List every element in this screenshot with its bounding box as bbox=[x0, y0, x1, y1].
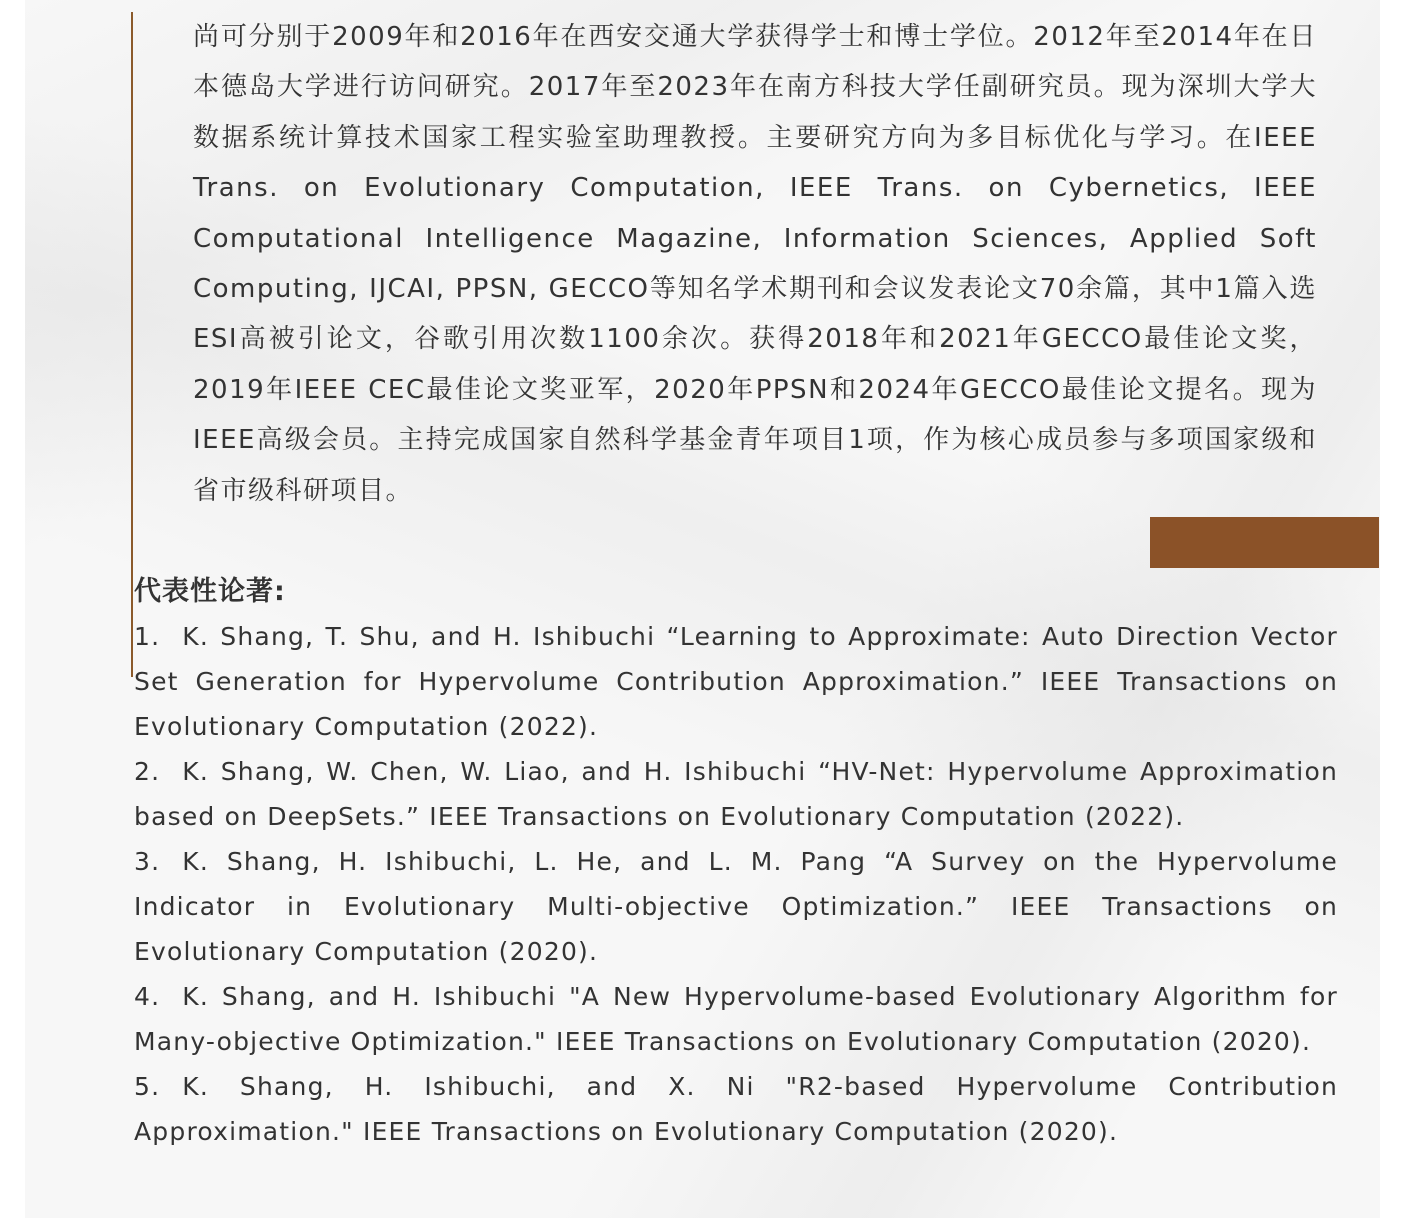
publication-number: 3. bbox=[134, 847, 161, 876]
publication-number: 4. bbox=[134, 982, 161, 1011]
publication-number: 1. bbox=[134, 622, 161, 651]
accent-vertical-line bbox=[131, 12, 133, 677]
publication-number: 2. bbox=[134, 757, 161, 786]
publication-item bbox=[134, 614, 1338, 749]
publications-heading: 代表性论著: bbox=[134, 576, 286, 607]
publication-item bbox=[134, 1064, 1338, 1154]
publication-text: K. Shang, H. Ishibuchi, L. He, and L. M. Pang “A Survey on the Hypervolume Indicator in Evolutionary Multi-objective Optimization.” IEEE Transactions on Evolutionary Computation (2020). bbox=[134, 847, 1338, 966]
accent-bar bbox=[1150, 517, 1379, 568]
publication-item bbox=[134, 749, 1338, 839]
publication-number: 5. bbox=[134, 1072, 161, 1101]
publication-text: K. Shang, W. Chen, W. Liao, and H. Ishibuchi “HV-Net: Hypervolume Approximation based on DeepSets.” IEEE Transactions on Evolutionary Computation (2022). bbox=[134, 757, 1338, 831]
publication-text: K. Shang, and H. Ishibuchi "A New Hypervolume-based Evolutionary Algorithm for Many-objective Optimization." IEEE Transactions on Evolutionary Computation (2020). bbox=[134, 982, 1338, 1056]
bio-paragraph: 尚可分别于2009年和2016年在西安交通大学获得学士和博士学位。2012年至2014年在日本德岛大学进行访问研究。2017年至2023年在南方科技大学任副研究员。现为深圳大学大数据系统计算技术国家工程实验室助理教授。主要研究方向为多目标优化与学习。在IEEE Trans. on Evolutionary Computation, IEEE Trans. on Cybernetics, IEEE Computational Intelligence Magazine, Information Sciences, Applied Soft Computing, IJCAI, PPSN, GECCO等知名学术期刊和会议发表论文70余篇，其中1篇入选ESI高被引论文，谷歌引用次数1100余次。获得2018年和2021年GECCO最佳论文奖，2019年IEEE CEC最佳论文奖亚军，2020年PPSN和2024年GECCO最佳论文提名。现为IEEE高级会员。主持完成国家自然科学基金青年项目1项，作为核心成员参与多项国家级和省市级科研项目。 bbox=[193, 22, 1317, 506]
publication-text: K. Shang, T. Shu, and H. Ishibuchi “Learning to Approximate: Auto Direction Vector Set Generation for Hypervolume Contribution Approximation.” IEEE Transactions on Evolutionary Computation (2022). bbox=[134, 622, 1338, 741]
publications-section bbox=[134, 570, 1338, 1154]
publication-text: K. Shang, H. Ishibuchi, and X. Ni "R2-based Hypervolume Contribution Approximation." IEEE Transactions on Evolutionary Computation (2020). bbox=[134, 1072, 1338, 1146]
publication-item bbox=[134, 974, 1338, 1064]
publication-item bbox=[134, 839, 1338, 974]
